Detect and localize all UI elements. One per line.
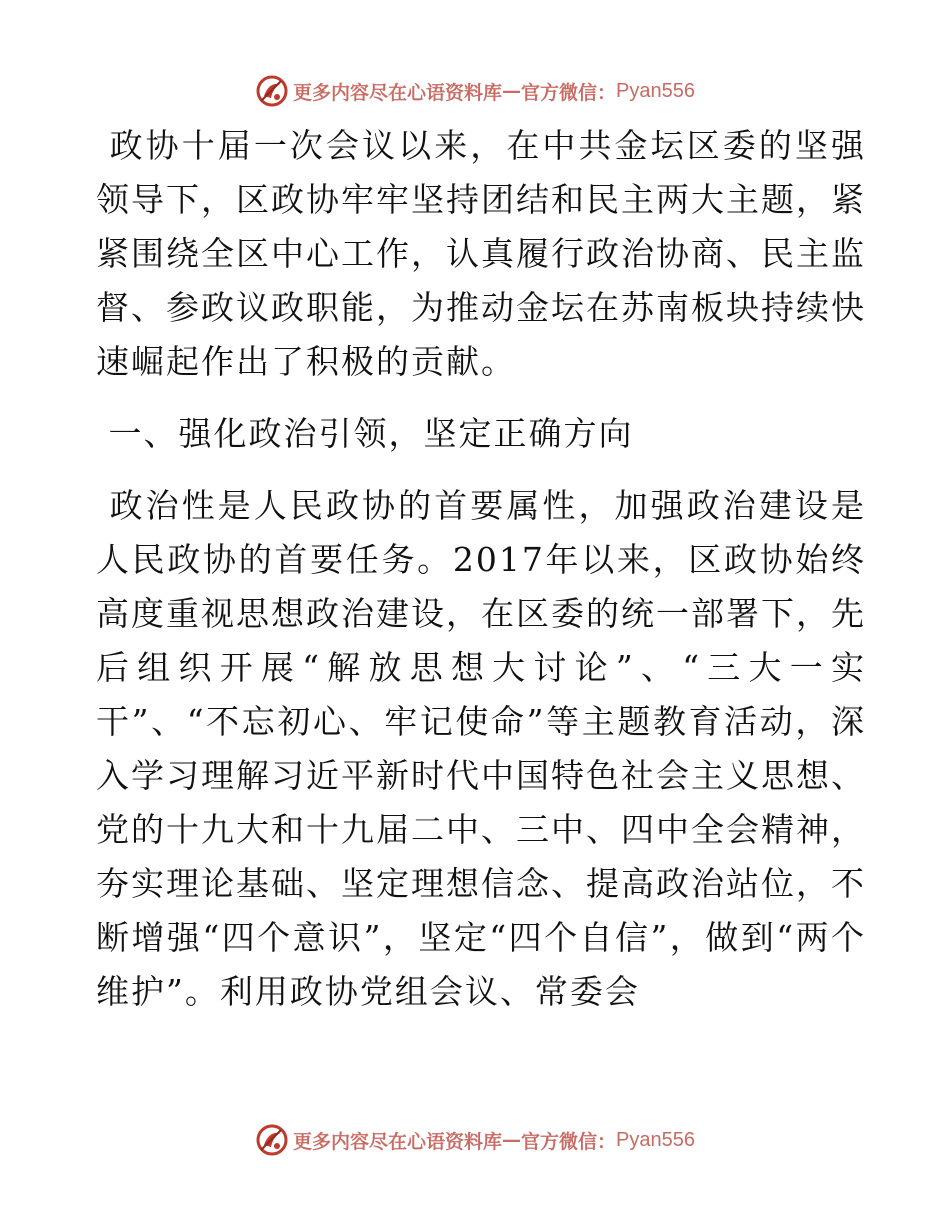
footer-watermark-banner (0, 1120, 950, 1160)
section-heading: 一、强化政治引领，坚定正确方向 (96, 414, 634, 453)
header-watermark-banner (0, 71, 950, 111)
banner-wechat-label: 官方微信： (521, 81, 617, 104)
paragraph-intro: 政协十届一次会议以来，在中共金坛区委的坚强领导下，区政协牢牢坚持团结和民主两大主题，紧紧围绕全区中心工作，认真履行政治协商、民主监督、参政议政职能，为推动金坛在苏南板块持续快速崛起作出了积极的贡献。 (96, 126, 866, 381)
banner-wechat-id: Pyan556 (616, 1128, 695, 1151)
banner-title: 更多内容尽在心语资料库 (293, 81, 503, 104)
banner-wechat-id: Pyan556 (616, 79, 695, 102)
banner-separator: — (502, 80, 522, 102)
banner-separator: — (502, 1129, 522, 1151)
red-seal-logo-icon (255, 1123, 289, 1157)
banner-title: 更多内容尽在心语资料库 (293, 1130, 503, 1153)
document-body (96, 119, 866, 1019)
red-seal-logo-icon (255, 74, 289, 108)
banner-wechat-label: 官方微信： (521, 1130, 617, 1153)
paragraph-political: 政治性是人民政协的首要属性，加强政治建设是人民政协的首要任务。2017年以来，区政协始终高度重视思想政治建设，在区委的统一部署下，先后组织开展“解放思想大讨论”、“三大一实干”、“不忘初心、牢记使命”等主题教育活动，深入学习理解习近平新时代中国特色社会主义思想、党的十九大和十九届二中、三中、四中全会精神，夯实理论基础、坚定理想信念、提高政治站位，不断增强“四个意识”，坚定“四个自信”，做到“两个维护”。利用政协党组会议、常委会 (96, 486, 866, 1011)
